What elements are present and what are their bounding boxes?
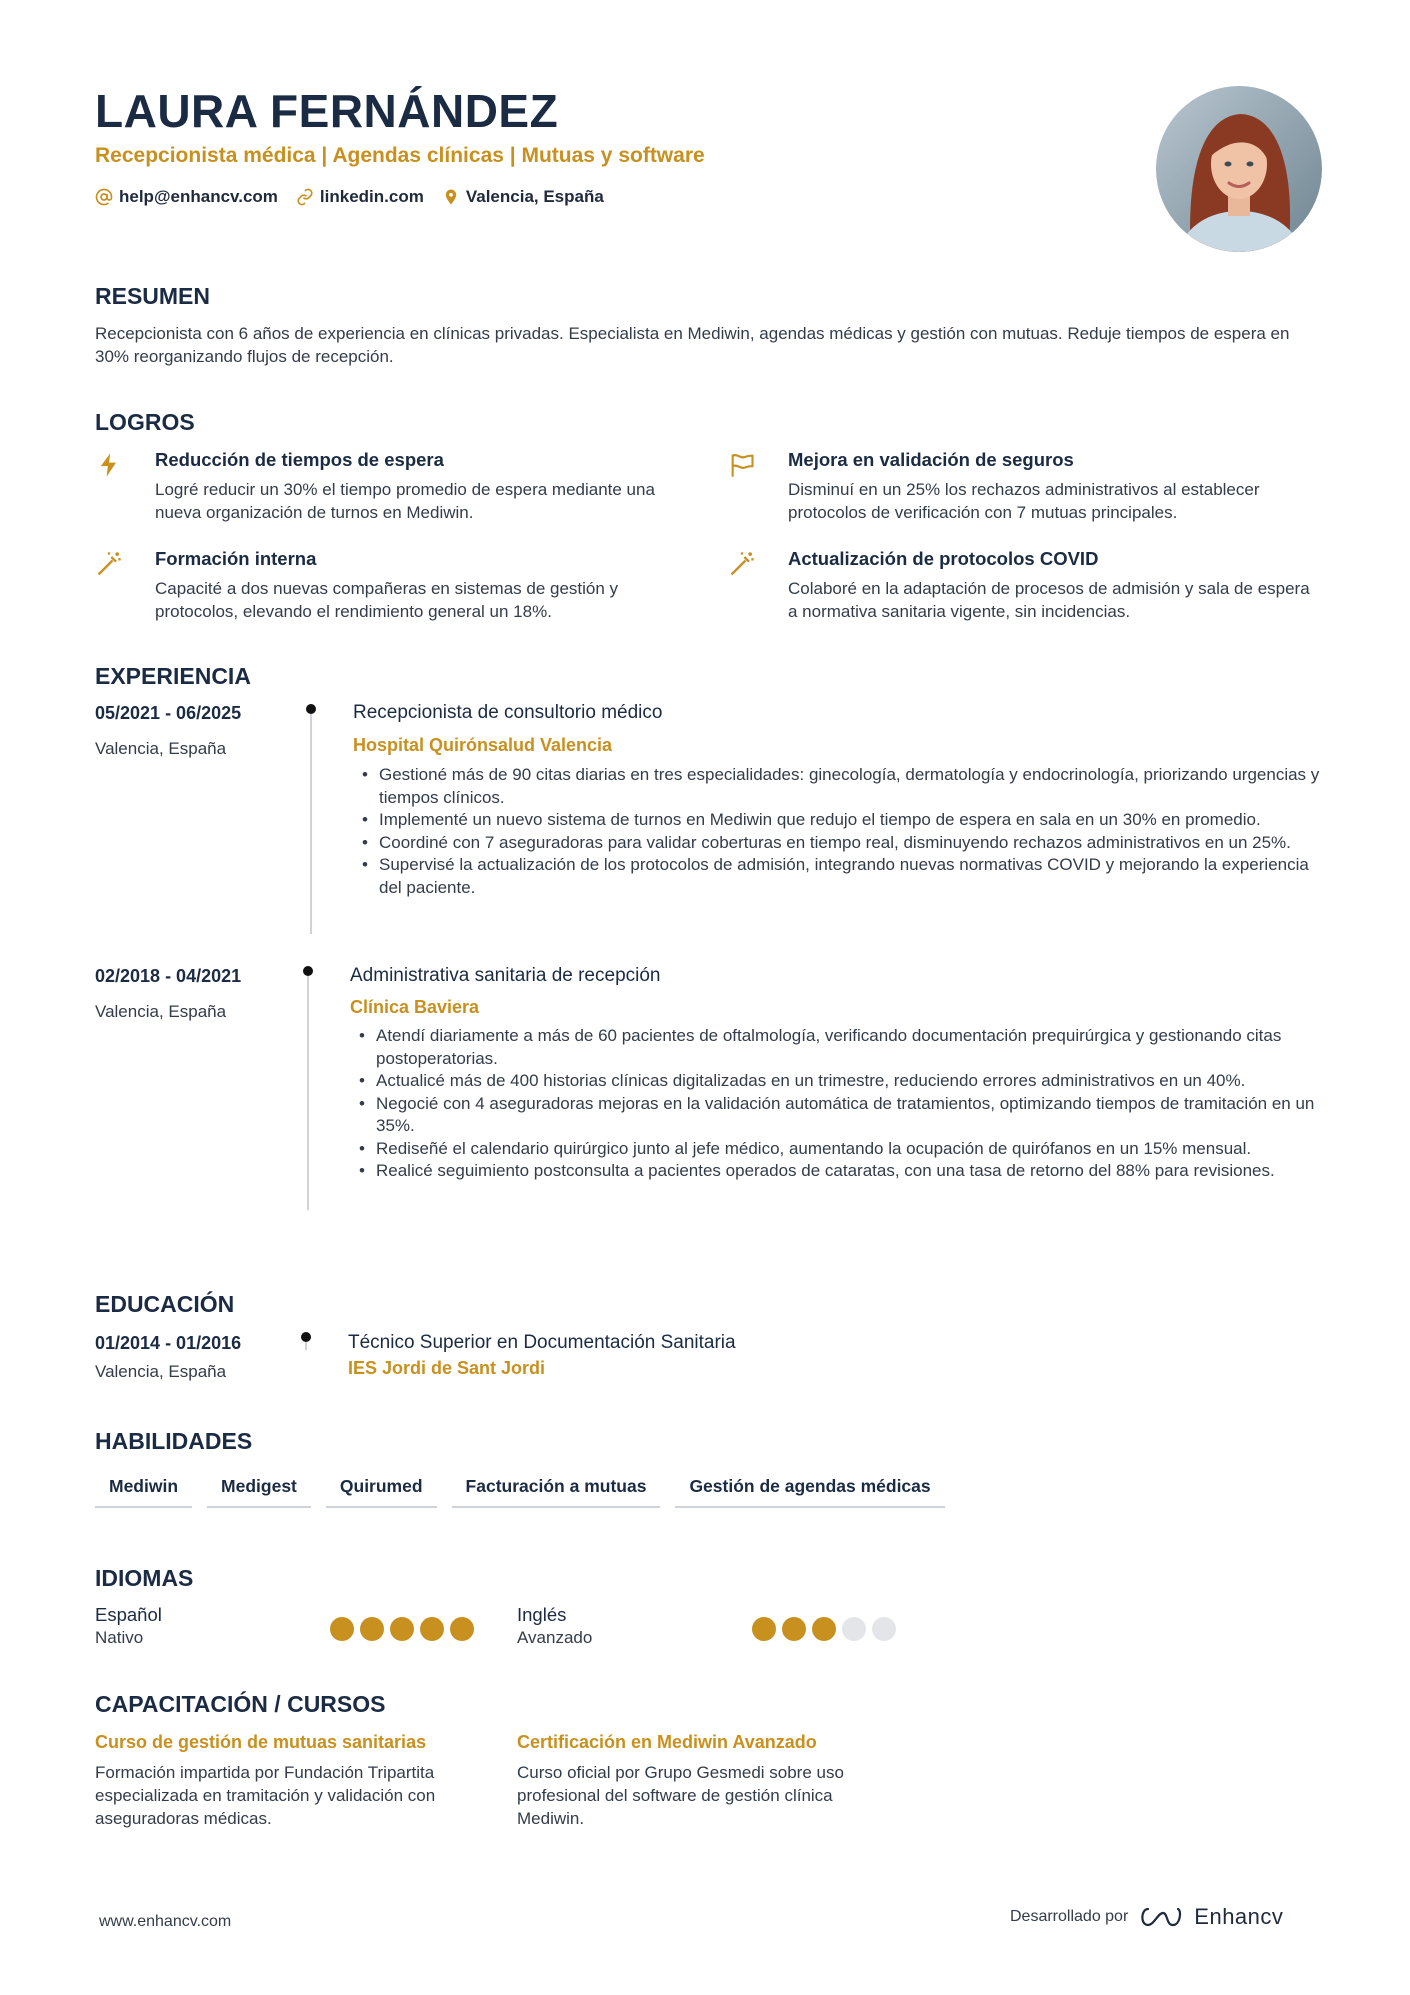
map-pin-icon <box>442 188 460 206</box>
job-bullet: • Rediseñé el calendario quirúrgico junto al jefe médico, aumentando la ocupación de quirófanos en un 15% mensual. <box>350 1138 1335 1161</box>
education-location: Valencia, España <box>95 1362 227 1381</box>
job-title: Administrativa sanitaria de recepción <box>350 965 661 986</box>
achievement-title: Formación interna <box>155 548 317 569</box>
job-company: Clínica Baviera <box>350 997 480 1017</box>
rating-dot-filled <box>330 1617 354 1641</box>
achievement-desc: Disminuí en un 25% los rechazos administrativos al establecer protocolos de verificación con 7 mutuas principales. <box>788 480 1260 522</box>
candidate-name: LAURA FERNÁNDEZ <box>95 85 559 137</box>
timeline-line <box>305 1342 307 1350</box>
achievement-title: Reducción de tiempos de espera <box>155 449 444 470</box>
summary-text: Recepcionista con 6 años de experiencia en clínicas privadas. Especialista en Mediwin, agendas médicas y gestión con mutuas. Reduje tiempos de espera en 30% reorganizando flujos de recepción. <box>95 324 1290 366</box>
job-bullet: • Implementé un nuevo sistema de turnos en Mediwin que redujo el tiempo de espera en sala en un 30% en promedio. <box>353 809 1333 832</box>
language-item <box>95 1604 162 1648</box>
skills-heading: HABILIDADES <box>95 1428 253 1454</box>
achievements-heading: LOGROS <box>95 409 195 435</box>
job-bullet: • Atendí diariamente a más de 60 pacientes de oftalmología, verificando documentación prequirúrgica y gestionando citas postoperatorias. <box>350 1025 1335 1070</box>
job-bullets <box>353 764 1333 899</box>
job-bullet: • Coordiné con 7 aseguradoras para validar coberturas en tiempo real, disminuyendo rechazos administrativos en un 25%. <box>353 832 1333 855</box>
magic-wand-icon <box>728 550 756 578</box>
achievement-title: Actualización de protocolos COVID <box>788 548 1099 569</box>
rating-dot-filled <box>812 1617 836 1641</box>
job-dates: 05/2021 - 06/2025 <box>95 703 242 723</box>
language-level: Nativo <box>95 1628 144 1647</box>
brand-name: Enhancv <box>1194 1904 1284 1929</box>
candidate-headline: Recepcionista médica | Agendas clínicas | Mutuas y software <box>95 144 705 167</box>
rating-dot-filled <box>450 1617 474 1641</box>
rating-dot-filled <box>390 1617 414 1641</box>
course-item <box>517 1732 897 1830</box>
timeline-dot <box>306 704 316 714</box>
languages-heading: IDIOMAS <box>95 1565 194 1591</box>
profile-photo <box>1156 86 1322 252</box>
skill-tag: Mediwin <box>95 1470 192 1508</box>
timeline-dot <box>303 966 313 976</box>
language-rating <box>752 1617 896 1641</box>
skill-tag: Facturación a mutuas <box>452 1470 661 1508</box>
job-bullet: • Supervisé la actualización de los protocolos de admisión, integrando nuevas normativas COVID y mejorando la experiencia del paciente. <box>353 854 1333 899</box>
education-degree: Técnico Superior en Documentación Sanitaria <box>348 1332 736 1353</box>
course-title: Curso de gestión de mutuas sanitarias <box>95 1732 427 1752</box>
job-bullet: • Gestioné más de 90 citas diarias en tres especialidades: ginecología, dermatología y endocrinología, priorizando urgencias y tiempos clínicos. <box>353 764 1333 809</box>
job-title: Recepcionista de consultorio médico <box>353 702 663 723</box>
email-text: help@enhancv.com <box>119 187 278 206</box>
course-item <box>95 1732 475 1830</box>
rating-dot-filled <box>420 1617 444 1641</box>
courses-heading: CAPACITACIÓN / CURSOS <box>95 1691 386 1717</box>
language-name: Español <box>95 1604 162 1625</box>
magic-wand-icon <box>95 550 123 578</box>
rating-dot-filled <box>782 1617 806 1641</box>
summary-heading: RESUMEN <box>95 283 211 309</box>
language-item <box>517 1604 592 1648</box>
timeline-line <box>307 976 309 1210</box>
achievement-desc: Colaboré en la adaptación de procesos de admisión y sala de espera a normativa sanitaria vigente, sin incidencias. <box>788 579 1310 621</box>
course-desc: Formación impartida por Fundación Tripartita especializada en tramitación y validación con aseguradoras médicas. <box>95 1763 436 1828</box>
education-school: IES Jordi de Sant Jordi <box>348 1358 546 1378</box>
bolt-icon <box>95 451 123 479</box>
powered-by-text: Desarrollado por <box>1010 1908 1129 1925</box>
rating-dot-filled <box>360 1617 384 1641</box>
job-bullet: • Actualicé más de 400 historias clínicas digitalizadas en un trimestre, reduciendo errores administrativos en un 40%. <box>350 1070 1335 1093</box>
contact-linkedin[interactable] <box>296 187 424 207</box>
contact-location <box>442 187 604 207</box>
job-bullets <box>350 1025 1335 1183</box>
course-title: Certificación en Mediwin Avanzado <box>517 1732 817 1752</box>
at-icon <box>95 188 113 206</box>
skill-tag: Medigest <box>207 1470 311 1508</box>
education-heading: EDUCACIÓN <box>95 1291 235 1317</box>
rating-dot-empty <box>872 1617 896 1641</box>
language-name: Inglés <box>517 1604 567 1625</box>
timeline-dot <box>301 1332 311 1342</box>
linkedin-text: linkedin.com <box>319 187 424 206</box>
skills-list <box>95 1470 945 1508</box>
contact-email[interactable] <box>95 187 278 207</box>
contact-bar <box>95 187 604 207</box>
timeline-line <box>310 714 312 934</box>
skill-tag: Gestión de agendas médicas <box>675 1470 944 1508</box>
flag-icon <box>728 451 756 479</box>
achievement-desc: Capacité a dos nuevas compañeras en sistemas de gestión y protocolos, elevando el rendimiento general un 18%. <box>155 579 619 621</box>
course-desc: Curso oficial por Grupo Gesmedi sobre uso profesional del software de gestión clínica Mediwin. <box>517 1763 844 1828</box>
job-bullet: • Realicé seguimiento postconsulta a pacientes operados de cataratas, con una tasa de retorno del 88% para revisiones. <box>350 1160 1335 1183</box>
achievement-desc: Logré reducir un 30% el tiempo promedio de espera mediante una nueva organización de turnos en Mediwin. <box>155 480 655 522</box>
enhancv-logo-icon <box>1138 1905 1184 1929</box>
footer-branding[interactable] <box>1010 1904 1283 1930</box>
language-rating <box>330 1617 474 1641</box>
job-location: Valencia, España <box>95 1002 227 1021</box>
rating-dot-empty <box>842 1617 866 1641</box>
link-icon <box>296 188 314 206</box>
job-dates: 02/2018 - 04/2021 <box>95 966 242 986</box>
education-dates: 01/2014 - 01/2016 <box>95 1333 242 1353</box>
skill-tag: Quirumed <box>326 1470 437 1508</box>
job-company: Hospital Quirónsalud Valencia <box>353 735 613 755</box>
achievement-title: Mejora en validación de seguros <box>788 449 1074 470</box>
experience-heading: EXPERIENCIA <box>95 663 251 689</box>
rating-dot-filled <box>752 1617 776 1641</box>
job-bullet: • Negocié con 4 aseguradoras mejoras en la validación automática de tratamientos, optimizando tiempos de tramitación en un 35%. <box>350 1093 1335 1138</box>
location-text: Valencia, España <box>465 187 604 206</box>
language-level: Avanzado <box>517 1628 593 1647</box>
footer-website[interactable]: www.enhancv.com <box>99 1913 232 1930</box>
job-location: Valencia, España <box>95 739 227 758</box>
